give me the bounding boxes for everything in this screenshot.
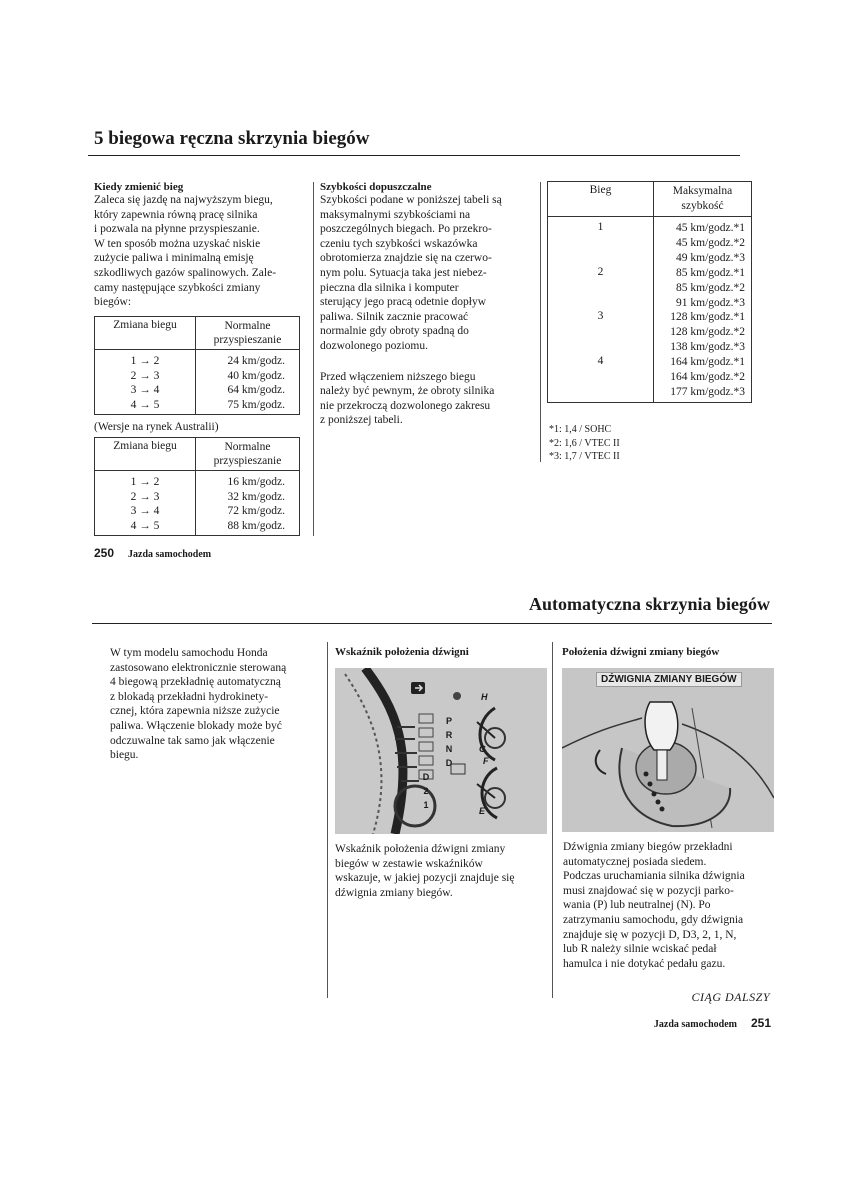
table-cell: 3 [597,310,604,323]
indicator-letter: N [445,744,453,754]
table-cell: 40 km/godz. [227,369,285,382]
text-line: lub R należy silnie wciskać pedał [563,943,717,956]
text-line: cznej, która zapewnia niższe zużycie [110,705,280,718]
column-divider [540,182,541,462]
section-heading: Szybkości dopuszczalne [320,181,432,193]
text-line: zatrzymaniu samochodu, gdy dźwignia [563,913,744,926]
text-line: musi znajdować się w pozycji parko- [563,884,734,897]
page-number: 250 [94,546,115,560]
indicator-letter: 2 [423,786,429,796]
text-line: W ten sposób można uzyskać niskie [94,237,261,250]
table-cell: 128 km/godz.*2 [670,326,745,339]
table-header: Maksymalna szybkość [654,182,752,217]
table-cell: 91 km/godz.*3 [676,296,745,309]
text-line: dozwolonego poziomu. [320,339,428,352]
footnote: *3: 1,7 / VTEC II [549,451,620,462]
lever-positions-description [563,840,775,971]
gear-column [548,217,654,403]
page-number: 251 [750,1016,771,1030]
text-line: należy być pewnym, że obroty silnika [320,385,495,398]
text-line: paliwa. Silnik zacznie pracować [320,310,469,323]
text-line: Szybkości podane w poniższej tabeli są [320,194,502,206]
text-line: automatycznej posiada siedem. [563,855,707,868]
text-line: odczuwalne tak samo jak włączenie [110,734,275,747]
table-cell: 4 → 5 [130,398,160,411]
australia-shift-speed-table [94,437,300,536]
text-line: znajduje się w pozycji D, D3, 2, 1, N, [563,928,737,941]
section-heading: Wskaźnik położenia dźwigni [335,646,469,658]
table-cell: 3 → 4 [130,505,160,518]
downshift-text [320,370,534,428]
text-line: biegów w zestawie wskaźników [335,857,483,870]
gauge-mark: C [479,744,486,754]
text-line: biegu. [110,749,139,762]
gear-change-text [94,193,306,310]
indicator-letter: 1 [423,800,429,810]
indicator-letter: P [445,716,452,726]
page-footer-250 [94,546,211,560]
gear-position-letters [419,770,433,812]
australia-note: (Wersje na rynek Australii) [94,421,219,433]
table-cell: 1 → 2 [130,476,160,488]
text-line: hamulca i nie dotykać pedału gazu. [563,957,726,970]
text-line: Dźwignia zmiany biegów przekładni [563,841,733,853]
table-cell: 85 km/godz.*1 [676,266,745,279]
text-line: wania (P) lub neutralnej (N). Po [563,899,711,912]
indicator-description [335,842,547,900]
automatic-intro-text [110,646,322,763]
text-line: biegów: [94,296,132,309]
table-cell: 164 km/godz.*1 [670,356,745,369]
table-cell: 1 [597,221,604,233]
text-line: paliwa. Włączenie blokady może być [110,719,282,732]
table-header: Zmiana biegu [95,438,196,471]
column-divider [313,182,314,536]
gear-position-letters [443,714,455,770]
text-line: nie przekroczą dozwolonego zakresu [320,399,491,412]
text-line: i pozwala na płynne przyspieszanie. [94,223,260,236]
gauge-mark: F [483,756,489,766]
speed-column [196,471,300,536]
gear-column [95,471,196,536]
table-cell: 2 [597,265,604,278]
gear-change-section [94,181,306,310]
gear-indicator-illustration [335,668,547,834]
table-cell: 24 km/godz. [227,355,285,367]
table-cell: 75 km/godz. [227,398,285,411]
text-line: szkodliwych gazów spalinowych. Zale- [94,266,277,279]
text-line: nym polu. Sytuacja taka jest niebez- [320,266,487,279]
section-heading: Położenia dźwigni zmiany biegów [562,646,720,658]
text-line: wskazuje, w jakiej pozycji znajduje się [335,872,515,885]
table-cell: 1 → 2 [130,355,160,367]
column-divider [552,642,553,998]
gauge-mark: E [479,806,486,816]
text-line: Wskaźnik położenia dźwigni zmiany [335,843,506,855]
max-speed-text [320,193,534,354]
section-heading: Kiedy zmienić bieg [94,181,184,193]
table-cell: 49 km/godz.*3 [676,251,745,264]
table-header: Bieg [548,182,654,217]
table-cell: 45 km/godz.*1 [676,222,745,234]
table-cell: 177 km/godz.*3 [670,385,745,398]
indicator-letter: R [445,730,453,740]
table-cell: 3 → 4 [130,384,160,397]
text-line: zużycie paliwa i minimalną emisję [94,252,254,265]
text-line: camy następujące szybkości zmiany [94,281,261,294]
text-line: z blokadą przekładni hydrokinety- [110,690,269,703]
instrument-cluster-drawing [335,668,547,834]
table-cell: 2 → 3 [130,369,160,382]
table-cell: 4 → 5 [130,519,160,532]
page-title-automatic: Automatyczna skrzynia biegów [529,594,770,614]
title-rule [88,155,740,156]
footnote: *1: 1,4 / SOHC [549,424,612,435]
section-name: Jazda samochodem [128,549,212,560]
text-line: maksymalnymi szybkościami na [320,208,471,221]
text-line: zastosowano elektronicznie sterowaną [110,661,287,674]
gauge-mark: H [481,692,488,702]
table-cell: 138 km/godz.*3 [670,341,745,354]
table-header: Normalne przyspieszanie [196,438,300,471]
table-header: Zmiana biegu [95,317,196,350]
text-line: pieczna dla silnika i komputer [320,281,459,294]
text-line: dźwignia zmiany biegów. [335,886,453,899]
page-title-manual: 5 biegowa ręczna skrzynia biegów [94,128,370,149]
shift-lever-drawing [562,668,774,832]
text-line: czeniu tych szybkości wskazówka [320,237,478,250]
max-speed-section [320,181,534,428]
indicator-letter: D [422,772,430,782]
engine-footnotes [549,423,620,464]
speed-column [654,217,752,403]
table-cell: 4 [597,355,604,368]
text-line: W tym modelu samochodu Honda [110,647,268,659]
table-cell: 164 km/godz.*2 [670,371,745,384]
column-divider [327,642,328,998]
text-line: poszczególnych biegach. Po przekro- [320,223,492,236]
max-speed-table [547,181,752,403]
table-cell: 128 km/godz.*1 [670,311,745,324]
table-cell: 16 km/godz. [227,476,285,488]
text-line: Zaleca się jazdę na najwyższym biegu, [94,194,273,206]
table-cell: 85 km/godz.*2 [676,281,745,294]
table-cell: 32 km/godz. [227,490,285,503]
table-cell: 2 → 3 [130,490,160,503]
table-header: Normalne przyspieszanie [196,317,300,350]
indicator-letter: D [445,758,453,768]
text-line: z poniższej tabeli. [320,414,403,427]
illustration-label: DŹWIGNIA ZMIANY BIEGÓW [596,672,742,687]
table-cell: 72 km/godz. [227,505,285,518]
text-line: normalnie gdy obroty spadną do [320,325,469,338]
shift-lever-illustration [562,668,774,832]
table-cell: 64 km/godz. [227,384,285,397]
footnote: *2: 1,6 / VTEC II [549,437,620,449]
page-footer-251 [654,1016,771,1030]
title-rule [92,623,772,624]
shift-speed-table [94,316,300,415]
section-name: Jazda samochodem [653,1019,737,1030]
text-line: który zapewnia równą pracę silnika [94,208,258,221]
text-line: obrotomierza znajdzie się na czerwo- [320,252,492,265]
text-line: sterujący jego pracą odetnie dopływ [320,296,487,309]
table-cell: 88 km/godz. [227,519,285,532]
text-line: 4 biegową przekładnię automatyczną [110,676,281,689]
text-line: Podczas uruchamiania silnika dźwignia [563,870,745,883]
speed-column [196,350,300,415]
text-line: Przed włączeniem niższego biegu [320,370,476,383]
gear-column [95,350,196,415]
continued-marker: CIĄG DALSZY [691,990,770,1004]
table-cell: 45 km/godz.*2 [676,236,745,249]
